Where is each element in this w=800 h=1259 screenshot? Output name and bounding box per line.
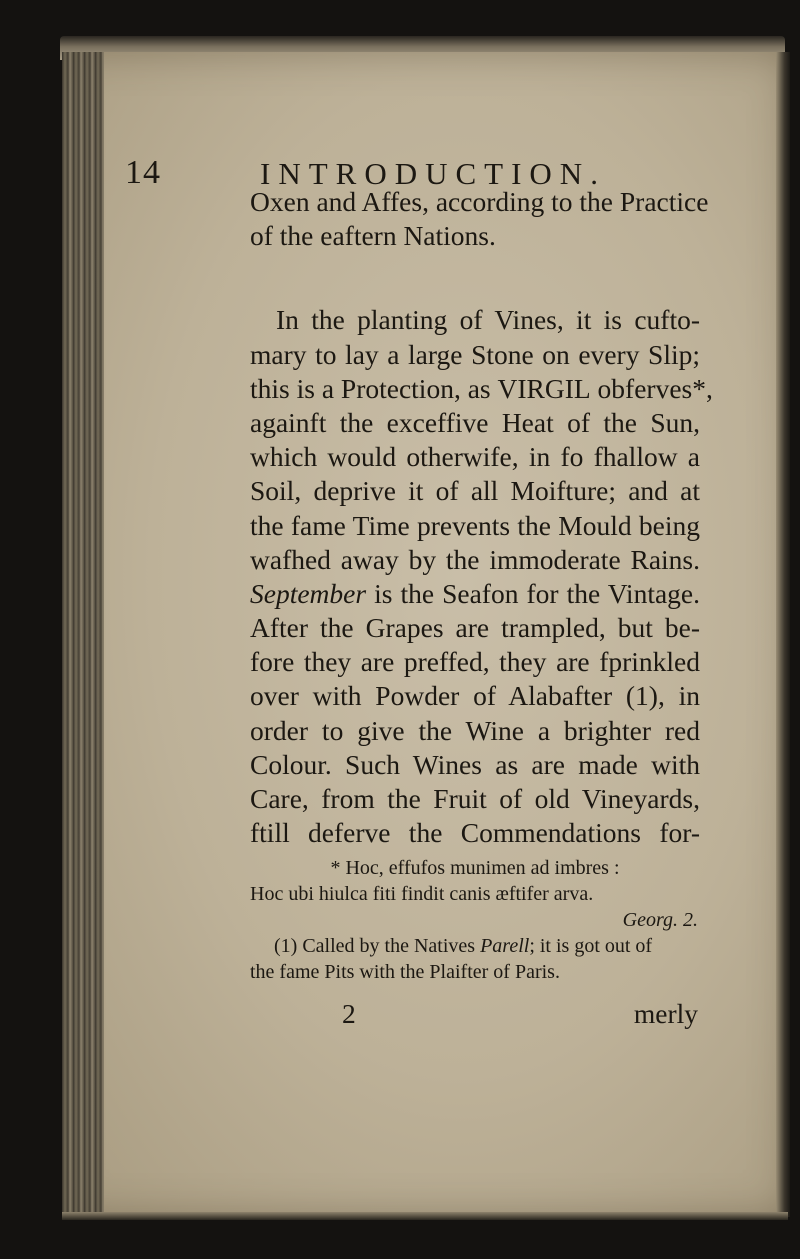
page-number: 14 <box>125 154 161 191</box>
footnote-line: * Hoc, effufos munimen ad imbres : <box>330 857 620 879</box>
footnote-line <box>250 933 700 959</box>
text-line: order to give the Wine a brighter red <box>250 714 700 746</box>
text-fragment: ; it is got out of <box>529 935 653 957</box>
book-gutter <box>62 52 104 1217</box>
text-fragment: obferves*, <box>597 372 713 404</box>
text-line: After the Grapes are trampled, but be- <box>250 612 700 644</box>
text-line <box>250 577 700 611</box>
text-line: fore they are preffed, they are fprinkled <box>250 646 700 678</box>
month-name: September <box>250 577 367 609</box>
text-line: the fame Time prevents the Mould being <box>250 509 700 541</box>
running-head: INTRODUCTION. <box>260 156 606 191</box>
text-line: Oxen and Affes, according to the Practice <box>250 186 709 217</box>
page-right-edge <box>776 52 790 1217</box>
catchword: merly <box>633 998 698 1029</box>
text-line: over with Powder of Alabafter (1), in <box>250 680 700 712</box>
text-line: In the planting of Vines, it is cufto- <box>276 304 700 336</box>
author-name: VIRGIL <box>497 372 591 404</box>
text-line: againft the exceffive Heat of the Sun, <box>250 406 700 438</box>
footnote-reference: Georg. 2. <box>622 909 698 931</box>
footnote-line: the fame Pits with the Plaifter of Paris. <box>250 961 560 983</box>
book-bottom-edge <box>62 1212 788 1220</box>
signature-mark: 2 <box>342 998 356 1029</box>
body-text <box>250 185 713 850</box>
text-line: Colour. Such Wines as are made with <box>250 748 700 780</box>
text-line: of the eaftern Nations. <box>250 220 496 252</box>
footnote-line: Hoc ubi hiulca fiti findit canis æftifer arva. <box>250 883 594 905</box>
text-line: mary to lay a large Stone on every Slip; <box>250 338 700 370</box>
text-fragment: (1) Called by the Natives <box>274 935 476 957</box>
text-line: which would otherwife, in fo fhallow a <box>250 441 700 473</box>
text-line <box>250 372 713 406</box>
text-line: Soil, deprive it of all Moifture; and at <box>250 475 700 507</box>
footnotes <box>250 855 700 985</box>
page-footer <box>250 998 700 1038</box>
text-line: wafhed away by the immoderate Rains. <box>250 543 700 575</box>
paragraph-gap <box>250 253 700 303</box>
text-line: ftill deferve the Commendations for- <box>250 817 700 849</box>
text-fragment: is the Seafon for the Vintage. <box>374 577 700 609</box>
native-term: Parell <box>480 935 530 957</box>
text-fragment: this is a Protection, as <box>250 372 491 404</box>
text-line: Care, from the Fruit of old Vineyards, <box>250 783 700 814</box>
